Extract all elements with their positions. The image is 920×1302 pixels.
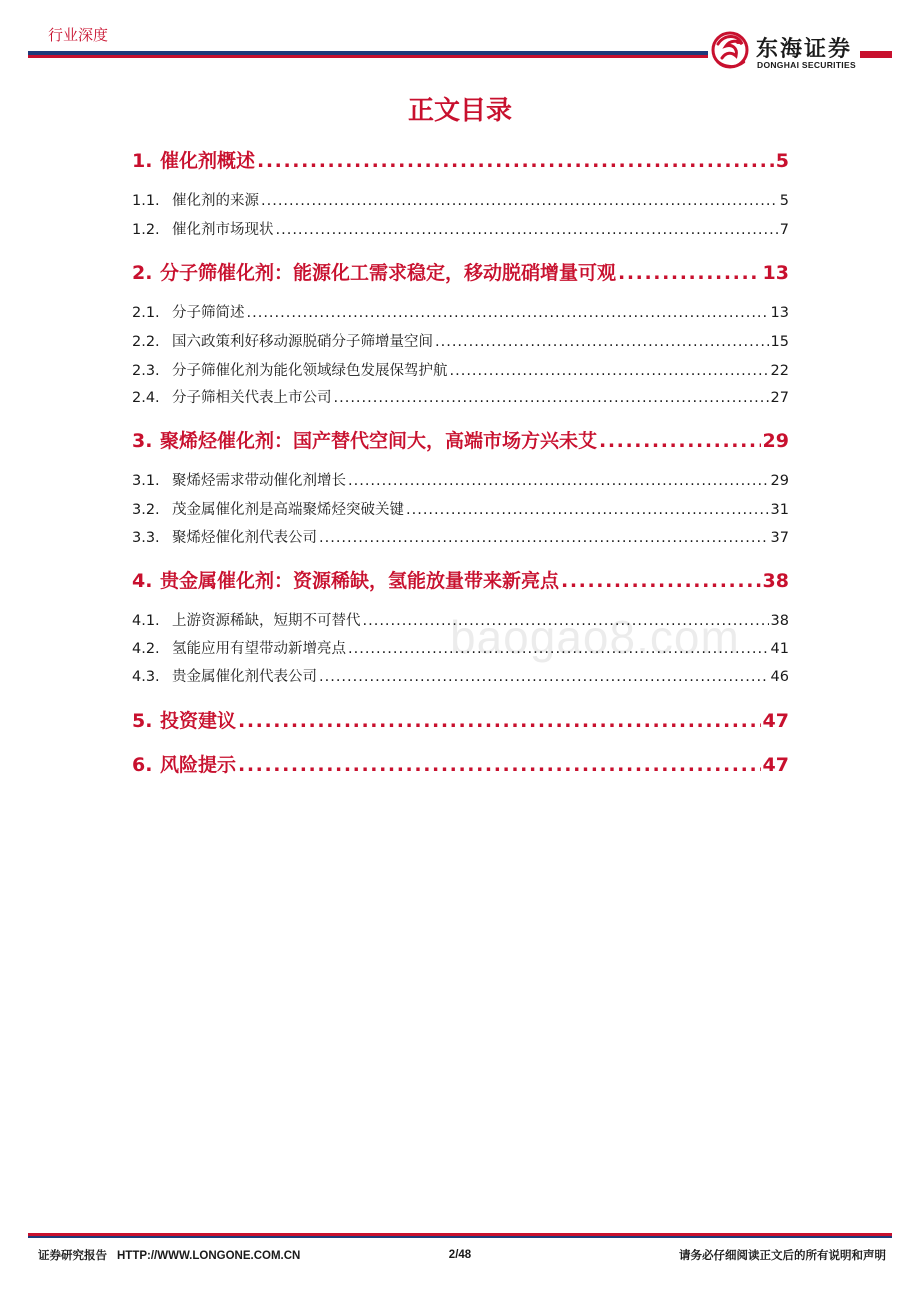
toc-entry-page: 47: [762, 710, 789, 732]
toc-entry[interactable]: [132, 258, 789, 285]
toc-entry[interactable]: [132, 386, 789, 407]
footer-rule: [28, 1233, 892, 1239]
toc-entry-number: 1.2.: [132, 222, 160, 238]
logo-english-name: DONGHAI SECURITIES: [757, 60, 856, 70]
toc-entry-number: 1.1.: [132, 193, 160, 209]
toc-entry-number: 2.3.: [132, 363, 160, 379]
toc-entry-page: 41: [770, 641, 789, 657]
logo-chinese-name: 东海证券: [756, 37, 853, 62]
footer-disclaimer: 请务必仔细阅读正文后的所有说明和声明: [679, 1248, 886, 1262]
header-rule-end: [860, 51, 892, 58]
toc-leader-dots: [257, 150, 774, 172]
toc-entry[interactable]: [132, 218, 789, 239]
toc-leader-dots: [247, 305, 769, 321]
toc-leader-dots: [618, 262, 761, 284]
dragon-logo-icon: [708, 26, 752, 74]
toc-entry-page: 13: [762, 262, 789, 284]
toc-leader-dots: [238, 754, 761, 776]
toc-entry-label: 上游资源稀缺，短期不可替代: [172, 613, 361, 629]
toc-entry[interactable]: [132, 526, 789, 547]
toc-entry-number: 2.1.: [132, 305, 160, 321]
toc-leader-dots: [261, 193, 778, 209]
page-number: 2/48: [448, 1249, 472, 1261]
toc-leader-dots: [561, 570, 761, 592]
toc-entry[interactable]: [132, 426, 789, 453]
toc-entry-label: 聚烯烃催化剂代表公司: [172, 530, 317, 546]
toc-entry[interactable]: [132, 498, 789, 519]
toc-entry-number: 4.2.: [132, 641, 160, 657]
toc-entry-page: 29: [762, 430, 789, 452]
toc-leader-dots: [276, 222, 778, 238]
footer-report-label: 证券研究报告: [38, 1248, 107, 1262]
header-rule: [28, 51, 708, 59]
toc-entry-page: 38: [770, 613, 789, 629]
toc-entry-page: 7: [779, 222, 789, 238]
toc-entry-page: 15: [770, 334, 789, 350]
toc-leader-dots: [406, 502, 769, 518]
toc-entry-page: 38: [762, 570, 789, 592]
toc-leader-dots: [450, 363, 769, 379]
toc-leader-dots: [348, 473, 769, 489]
toc-entry-label: 国六政策利好移动源脱硝分子筛增量空间: [172, 334, 433, 350]
footer-website-link[interactable]: HTTP://WWW.LONGONE.COM.CN: [117, 1250, 301, 1262]
toc-entry-number: 4.1.: [132, 613, 160, 629]
toc-leader-dots: [599, 430, 761, 452]
toc-entry-page: 13: [770, 305, 789, 321]
toc-leader-dots: [319, 669, 769, 685]
toc-entry-page: 5: [775, 150, 789, 172]
toc-entry-label: 投资建议: [160, 710, 237, 732]
toc-entry-number: 3.: [132, 430, 153, 452]
toc-entry-label: 分子筛催化剂为能化领域绿色发展保驾护航: [172, 363, 448, 379]
toc-entry-page: 31: [770, 502, 789, 518]
toc-entry-label: 催化剂市场现状: [172, 222, 274, 238]
toc-entry-number: 5.: [132, 710, 153, 732]
toc-entry[interactable]: [132, 706, 789, 733]
toc-entry-number: 4.: [132, 570, 153, 592]
company-logo: [708, 26, 860, 74]
toc-leader-dots: [238, 710, 761, 732]
toc-entry[interactable]: [132, 566, 789, 593]
toc-entry-page: 47: [762, 754, 789, 776]
toc-entry-page: 27: [770, 390, 789, 406]
toc-title: 正文目录: [407, 96, 512, 126]
toc-leader-dots: [435, 334, 769, 350]
toc-entry-page: 5: [779, 193, 789, 209]
toc-entry-number: 2.: [132, 262, 153, 284]
toc-entry[interactable]: [132, 469, 789, 490]
toc-entry-page: 46: [770, 669, 789, 685]
toc-entry-label: 催化剂的来源: [172, 193, 259, 209]
toc-entry[interactable]: [132, 330, 789, 351]
toc-entry-label: 聚烯烃催化剂：国产替代空间大，高端市场方兴未艾: [160, 430, 598, 452]
toc-entry-number: 4.3.: [132, 669, 160, 685]
toc-entry-page: 37: [770, 530, 789, 546]
toc-entry-label: 催化剂概述: [160, 150, 256, 172]
toc-entry-label: 茂金属催化剂是高端聚烯烃突破关键: [172, 502, 404, 518]
toc-entry-label: 聚烯烃需求带动催化剂增长: [172, 473, 346, 489]
toc-entry[interactable]: [132, 301, 789, 322]
toc-leader-dots: [334, 390, 769, 406]
toc-entry-label: 分子筛相关代表上市公司: [172, 390, 332, 406]
toc-entry-label: 贵金属催化剂：资源稀缺，氢能放量带来新亮点: [160, 570, 560, 592]
toc-leader-dots: [319, 530, 769, 546]
toc-entry-number: 2.4.: [132, 390, 160, 406]
toc-entry[interactable]: [132, 665, 789, 686]
toc-entry-label: 风险提示: [160, 754, 237, 776]
toc-entry-number: 3.1.: [132, 473, 160, 489]
toc-entry-number: 1.: [132, 150, 153, 172]
report-category-tag: 行业深度: [48, 26, 109, 44]
toc-entry[interactable]: [132, 359, 789, 380]
toc-entry-number: 2.2.: [132, 334, 160, 350]
toc-entry-number: 3.2.: [132, 502, 160, 518]
toc-entry-number: 3.3.: [132, 530, 160, 546]
toc-entry-page: 29: [770, 473, 789, 489]
toc-entry-label: 氢能应用有望带动新增亮点: [172, 641, 346, 657]
toc-entry[interactable]: [132, 750, 789, 777]
toc-entry-label: 贵金属催化剂代表公司: [172, 669, 317, 685]
watermark: baogao8.com: [450, 611, 740, 663]
toc-entry[interactable]: [132, 146, 789, 173]
toc-entry-label: 分子筛简述: [172, 305, 245, 321]
toc-entry-number: 6.: [132, 754, 153, 776]
toc-entry-page: 22: [770, 363, 789, 379]
toc-entry[interactable]: [132, 189, 789, 210]
toc-entry-label: 分子筛催化剂：能源化工需求稳定，移动脱硝增量可观: [160, 262, 617, 284]
